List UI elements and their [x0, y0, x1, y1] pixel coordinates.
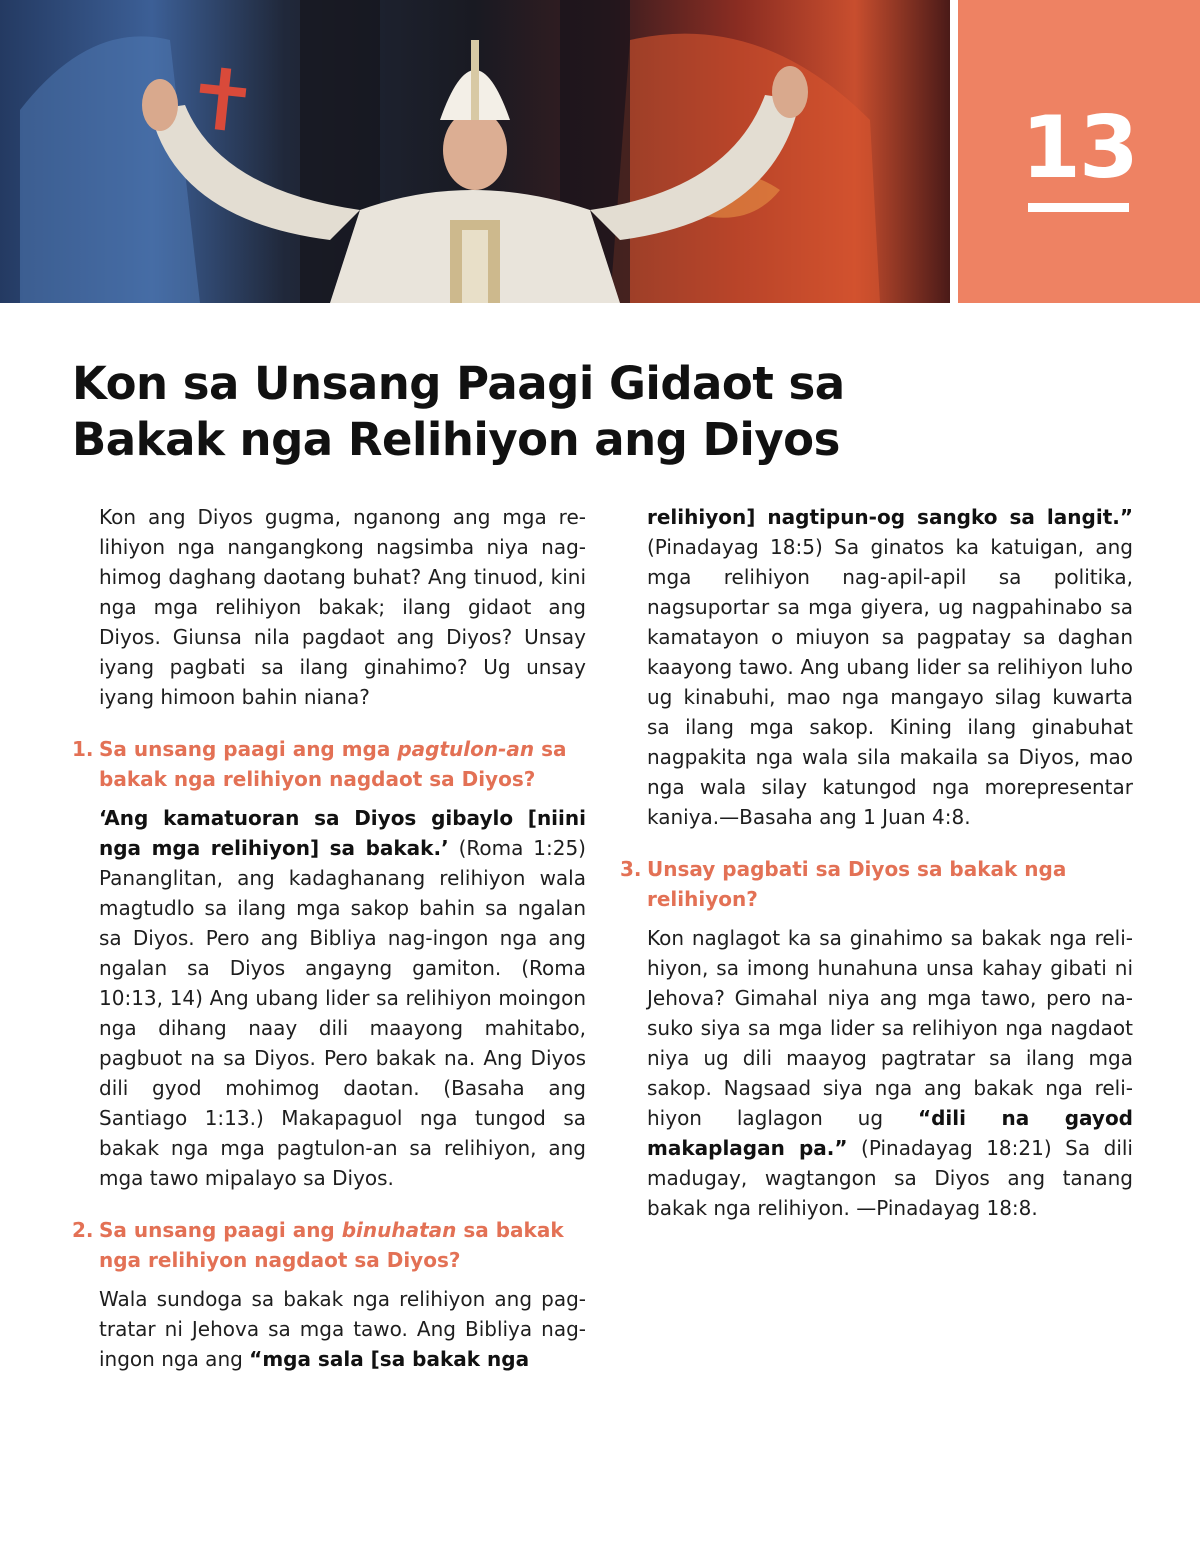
left-column	[72, 502, 586, 1374]
answer-3-quote: “dili na gayod makaplagan pa.”	[647, 1106, 1133, 1160]
intro-paragraph: Kon ang Diyos gugma, nganong ang mga relihiyon nga nangangkong nagsimba niya naghimog daghang daotang buhat? Ang tinuod, kini nga mga relihiyon bakak; ilang gidaot ang Diyos. Giunsa nila pagdaot ang Diyos? Unsay iyang pagbati sa ilang ginahimo? Ug unsay iyang himoon bahin niana?	[99, 505, 586, 709]
question-3	[620, 854, 1133, 914]
question-2-text-start: Sa unsang paagi ang	[99, 1218, 342, 1242]
question-1-text-end: sa bakak nga relihiyon nagdaot sa Diyos?	[99, 737, 567, 791]
answer-3-body-start: Kon naglagot ka sa ginahimo sa bakak nga relihiyon, sa imong hunahuna unsa kahay gibati ni Jehova? Gimahal niya ang mga tawo, pero nasuko siya sa mga lider sa relihiyon nga nagdaot niya ug dili maayog pagtratar sa ilang mga sakop. Nagsaad siya nga ang bakak nga relihiyon laglagon ug	[647, 926, 1133, 1130]
question-1	[72, 734, 586, 794]
question-2-number: 2.	[72, 1218, 94, 1242]
question-1-emphasis: pagtulon-an	[397, 737, 535, 761]
answer-2-part-2	[620, 502, 1133, 832]
answer-2-body-start: Wala sundoga sa bakak nga relihiyon ang pagtratar ni Jehova sa mga tawo. Ang Bibliya nag-ingon nga ang	[99, 1287, 586, 1371]
answer-2-body-end: (Pinadayag 18:5) Sa ginatos ka katuigan, ang mga relihiyon nag-apil-apil sa politika, nagsuportar sa mga giyera, ug nagpahinabo sa kamatayon o miuyon sa pagpatay sa daghan kaayong tawo. Ang ubang lider sa relihiyon luho ug kinabuhi, mao nga mangayo silag kuwarta sa ilang mga sakop. Kining ilang ginabuhat nagpakita nga wala sila makaila sa Diyos, mao nga wala silay katungod nga morepresentar kaniya.—Basaha ang 1 Juan 4:8.	[647, 535, 1133, 829]
answer-3-body-end: (Pinadayag 18:21) Sa dili madugay, wagtangon sa Diyos ang tanang bakak nga relihiyon. —Pinadayag 18:8.	[647, 1136, 1133, 1220]
chapter-number: 13	[1021, 98, 1137, 198]
answer-1-quote: ‘Ang kamatuoran sa Diyos gibaylo [niini nga mga relihiyon] sa bakak.’	[99, 806, 586, 860]
question-2-emphasis: binuhatan	[341, 1218, 457, 1242]
answer-3	[620, 923, 1133, 1223]
right-column	[620, 502, 1133, 1223]
chapter-underline	[1028, 203, 1129, 212]
hero-image	[0, 0, 950, 303]
question-2-text-end: sa bakak nga relihiyon nagdaot sa Diyos?	[99, 1218, 564, 1272]
title-line-1: Kon sa Unsang Paagi Gidaot sa	[72, 357, 845, 410]
title-line-2: Bakak nga Relihiyon ang Diyos	[72, 413, 840, 466]
question-2	[72, 1215, 586, 1275]
hero-illustration	[0, 0, 950, 303]
answer-2-quote-start: “mga sala [sa bakak nga	[249, 1347, 530, 1371]
answer-1-body: (Roma 1:25) Pananglitan, ang kadaghanang relihiyon wala magtudlo sa ilang mga sakop bahin sa ngalan sa Diyos. Pero ang Bibliya nag-ingon nga ang ngalan sa Diyos angayng gamiton. (Roma 10:13, 14) Ang ubang lider sa relihiyon moingon nga dihang naay dili maayong mahitabo, pagbuot na sa Diyos. Pero bakak na. Ang Diyos dili gyod mohimog daotan. (Basaha ang Santiago 1:13.) Makapaguol nga tungod sa bakak nga mga pagtulon-an sa relihiyon, ang mga tawo mipalayo sa Diyos.	[99, 836, 586, 1190]
chapter-badge	[958, 0, 1200, 303]
question-1-text-start: Sa unsang paagi ang mga	[99, 737, 398, 761]
page-title	[72, 356, 932, 468]
question-1-number: 1.	[72, 737, 94, 761]
answer-1	[72, 803, 586, 1193]
answer-2-part-1	[72, 1284, 586, 1374]
answer-2-quote-end: relihiyon] nagtipun-og sangko sa langit.”	[647, 505, 1133, 529]
question-3-number: 3.	[620, 857, 642, 881]
question-3-text: Unsay pagbati sa Diyos sa bakak nga relihiyon?	[647, 857, 1067, 911]
